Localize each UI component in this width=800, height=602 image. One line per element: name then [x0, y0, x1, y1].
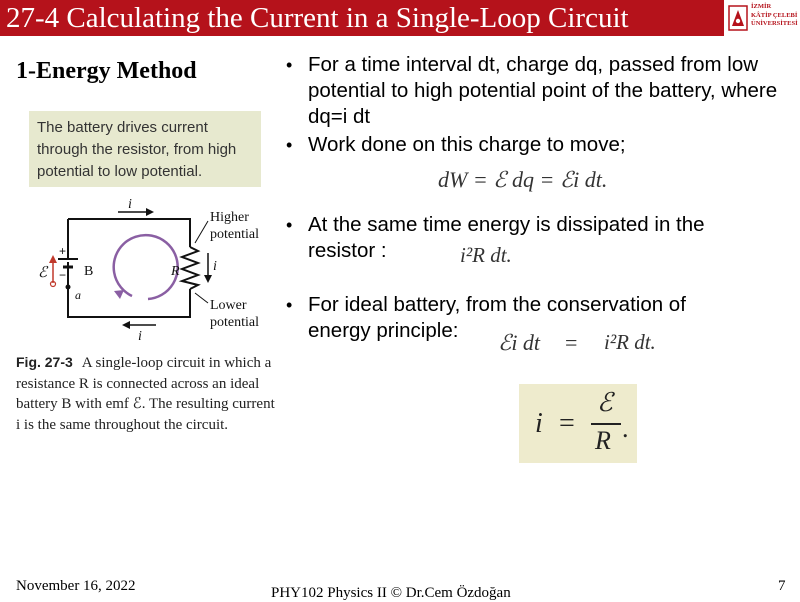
work-equation: dW = ℰ dq = ℰi dt. — [438, 167, 608, 192]
bullet-text: Work done on this charge to move; — [308, 133, 626, 156]
fraction-bar — [591, 423, 621, 425]
conservation-left: ℰi dt — [498, 330, 541, 355]
lower-label-line: Lower — [210, 298, 247, 313]
circuit-wire — [68, 219, 190, 247]
point-a-dot — [66, 285, 71, 290]
result-lhs: i — [535, 408, 543, 439]
bullet-item — [286, 212, 746, 264]
bullet-item — [286, 132, 786, 158]
higher-leader-line — [195, 221, 208, 243]
higher-label-line: potential — [210, 227, 259, 242]
lower-leader-line — [195, 293, 208, 303]
plus-sign: + — [59, 244, 67, 258]
result-equation-box — [519, 384, 637, 463]
logo-text — [751, 3, 798, 29]
logo-line: İZMİR — [751, 3, 772, 10]
top-current-label: i — [128, 197, 132, 212]
bullet-text: At the same time energy is dissipated in the resistor : — [308, 213, 705, 262]
battery-label: B — [84, 264, 94, 279]
slide-title: 27-4 Calculating the Current in a Single-Loop Circuit — [6, 2, 629, 34]
figure-caption-text: A single-loop circuit in which a resistance R is connected across an ideal battery B with emf ℰ. The resulting current i is the same throughout the circuit. — [16, 355, 275, 433]
resistor-current-label: i — [213, 259, 217, 274]
top-current-arrow-head — [146, 208, 154, 216]
bottom-current-label: i — [138, 329, 142, 344]
bottom-current-arrow-head — [122, 321, 130, 329]
result-numerator: ℰ — [597, 388, 613, 417]
university-emblem-icon — [727, 4, 749, 32]
dissipation-equation: i²R dt. — [460, 243, 512, 267]
bullet-dot-icon: • — [286, 215, 293, 235]
circuit-diagram — [30, 195, 280, 345]
conservation-equals: = — [565, 330, 578, 355]
bullet-item — [286, 52, 786, 130]
bullet-text: For a time interval dt, charge dq, passed from low potential to high potential point of the battery, where dq=i dt — [308, 53, 778, 128]
result-period: . — [622, 414, 629, 443]
figure-caption — [16, 352, 278, 435]
bullet-text: For ideal battery, from the conservation of energy principle: — [308, 293, 686, 342]
resistor-zigzag — [182, 247, 198, 289]
point-a-label: a — [75, 288, 81, 302]
resistor-current-arrow-head — [204, 275, 212, 283]
minus-sign: − — [59, 268, 67, 282]
bullet-dot-icon: • — [286, 135, 293, 155]
result-denominator: R — [595, 426, 611, 455]
lower-label-line: potential — [210, 315, 259, 330]
lower-potential-label — [210, 298, 259, 330]
logo-line: KÂTİP ÇELEBİ — [751, 11, 798, 19]
bullet-dot-icon: • — [286, 295, 293, 315]
higher-label-line: Higher — [210, 210, 249, 225]
page-number: 7 — [778, 578, 786, 594]
caption-box: The battery drives current through the resistor, from high potential to low potential. — [29, 111, 261, 187]
title-bar — [0, 0, 800, 36]
conservation-right: i²R dt. — [604, 330, 656, 354]
result-equals: = — [559, 408, 575, 439]
footer-course: PHY102 Physics II © Dr.Cem Özdoğan — [271, 585, 511, 601]
circulation-loop — [114, 235, 178, 299]
emf-arrow-head — [49, 255, 57, 263]
university-logo — [724, 0, 800, 36]
figure-label: Fig. 27-3 — [16, 354, 73, 370]
resistor-label: R — [171, 264, 180, 279]
logo-line: ÜNİVERSİTESİ — [751, 20, 798, 27]
circulation-arrow-head — [114, 290, 124, 299]
section-title: 1-Energy Method — [16, 58, 197, 84]
higher-potential-label — [210, 210, 259, 242]
bullet-dot-icon: • — [286, 55, 293, 75]
emf-label: ℰ — [38, 265, 48, 281]
footer-date: November 16, 2022 — [16, 578, 136, 594]
